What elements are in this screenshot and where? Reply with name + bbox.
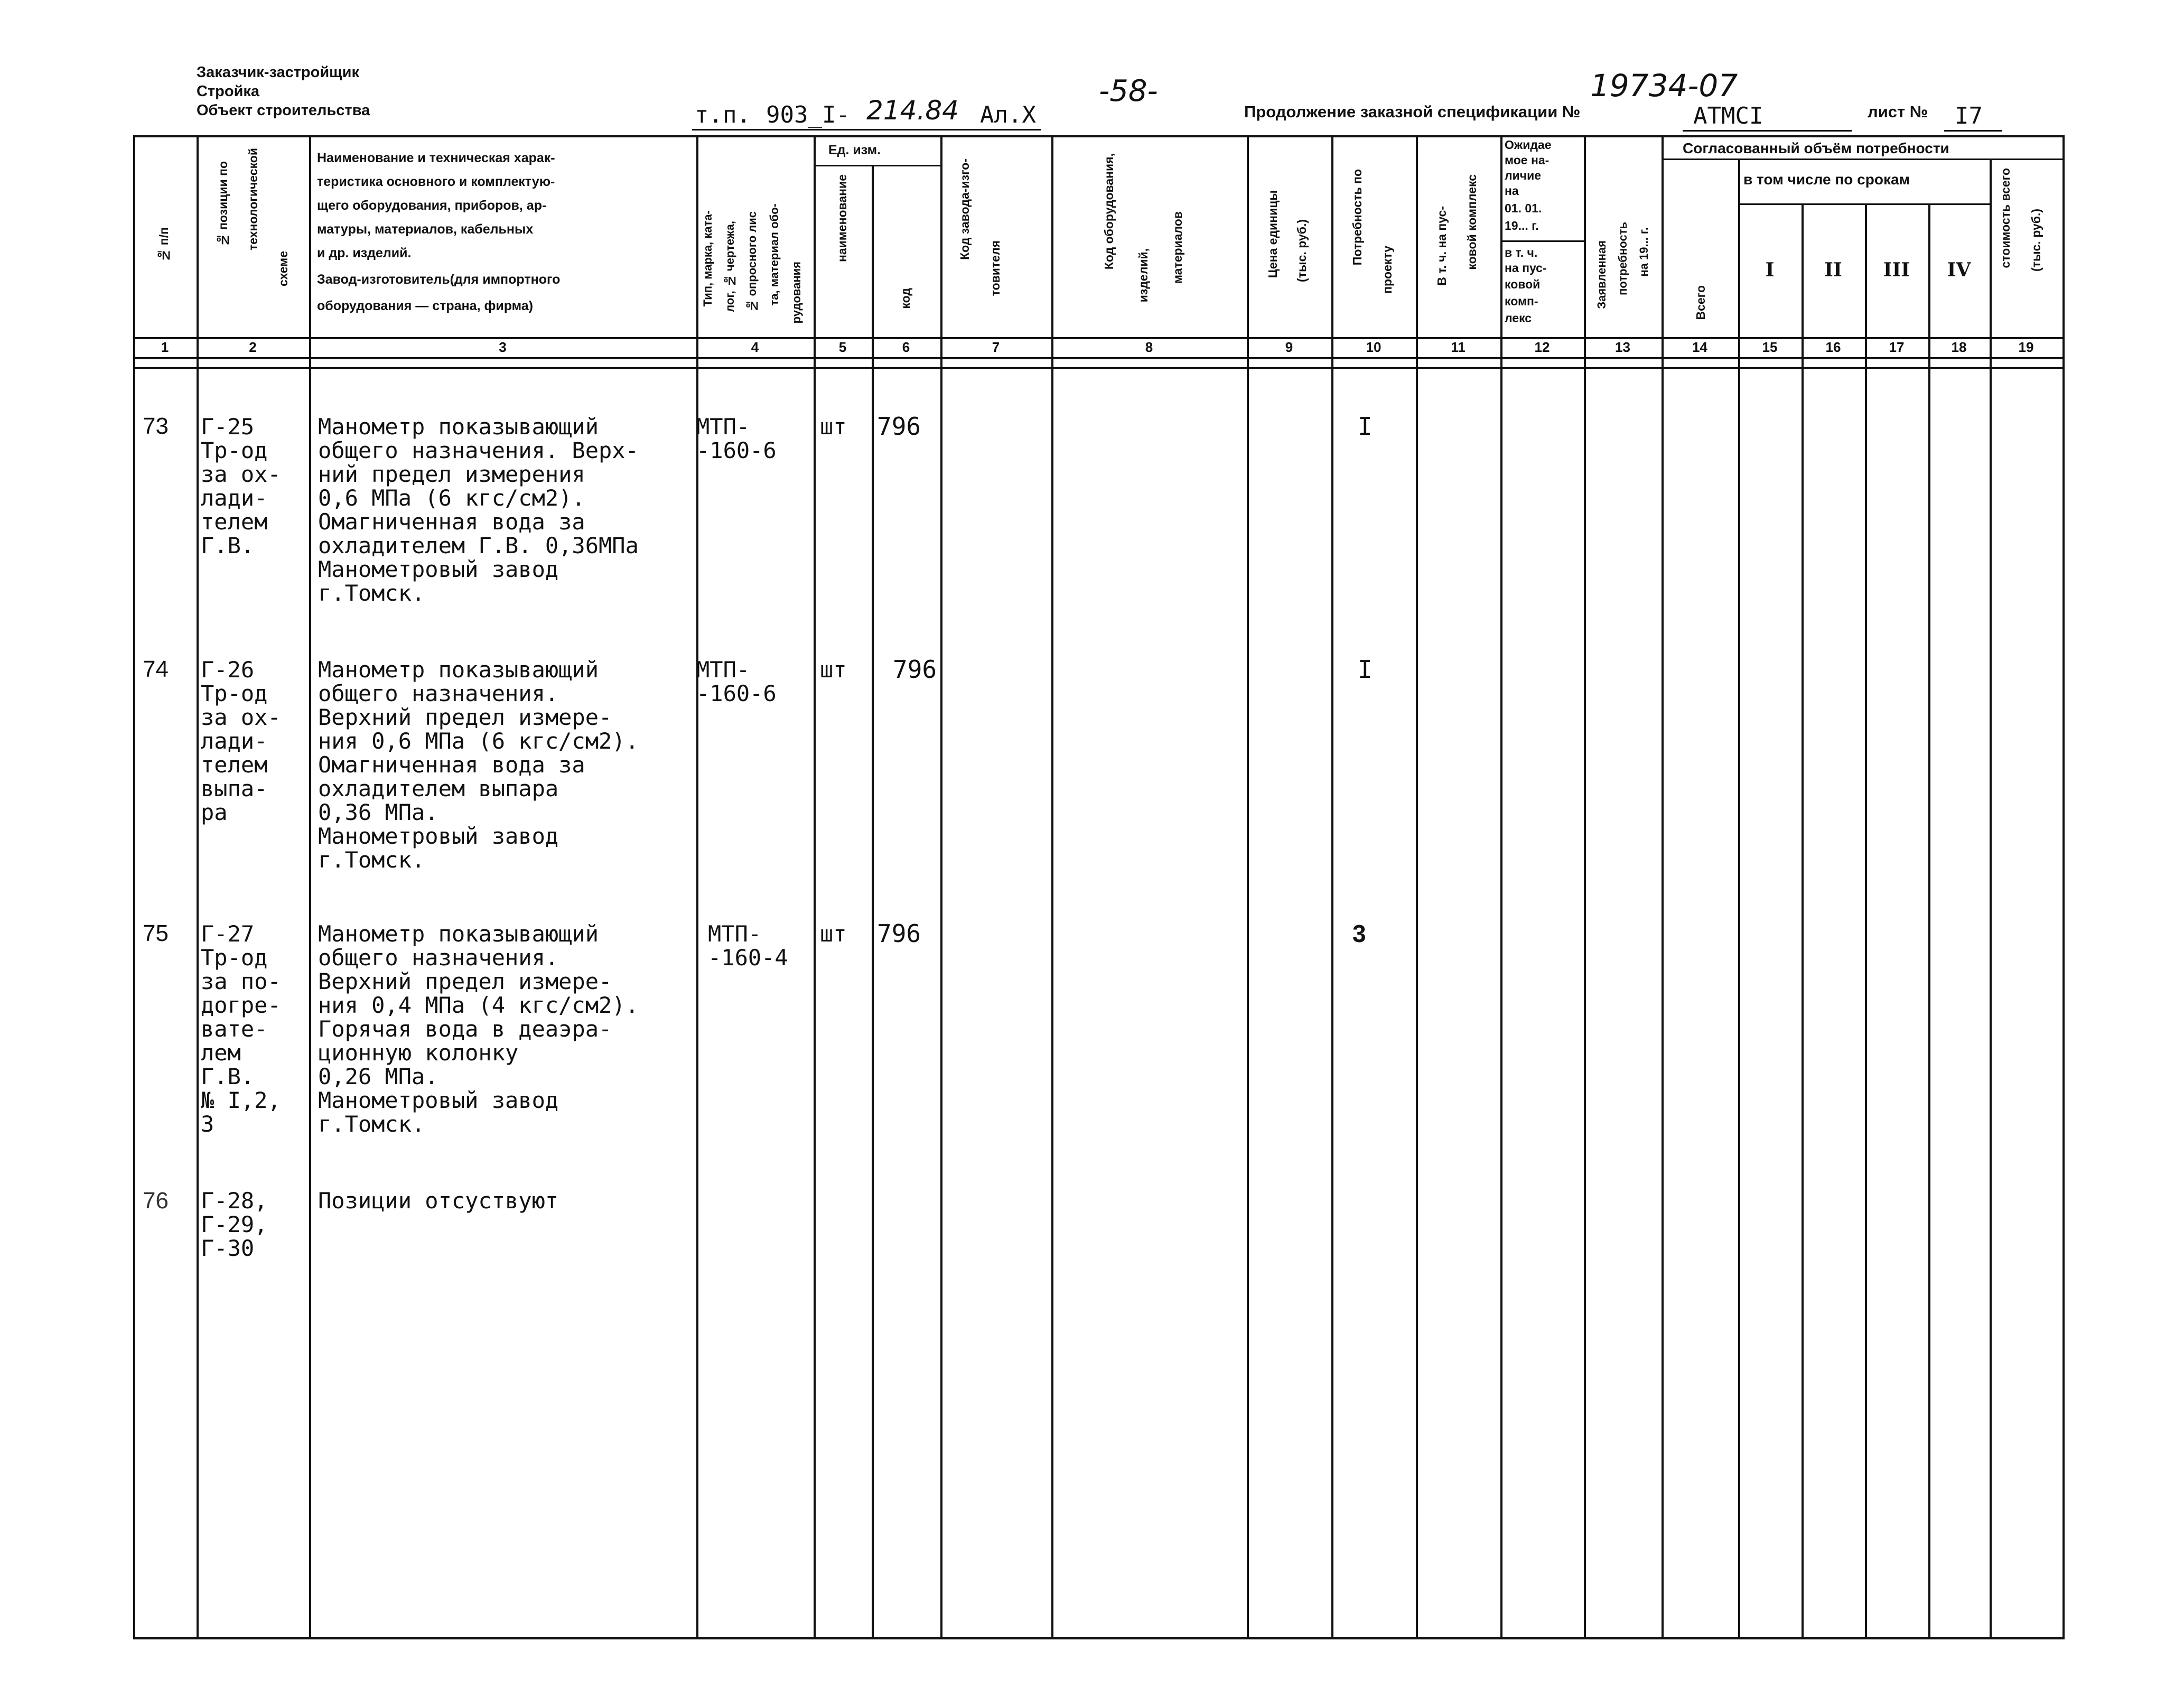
row-code: 796 xyxy=(877,919,921,948)
row-description: Манометр показывающий общего назначения. Верх- ний предел измерения 0,6 МПа (6 кгс/см2). Омагниченная вода за охладителем Г.В. 0,36МПа Манометровый завод г.Томск. xyxy=(318,414,639,606)
col-header-11a: В т. ч. на пус- xyxy=(1435,206,1449,286)
page-mark: -58- xyxy=(1099,74,1158,108)
col-header-4b: лог, № чертежа, xyxy=(723,221,736,312)
row-description: Манометр показывающий общего назначения. Верхний предел измере- ния 0,6 МПа (6 кгс/см2). Омагниченная вода за охладителем выпара 0,36 МПа. Манометровый завод г.Томск. xyxy=(318,657,639,873)
col-header-4e: рудования xyxy=(790,262,803,324)
col-header-11b: ковой комплекс xyxy=(1465,174,1479,270)
row-position: Г-25 Тр-од за ох- лади- телем Г.В. xyxy=(201,414,281,558)
col-header-19b: (тыс. руб.) xyxy=(2029,209,2043,272)
row-need: 3 xyxy=(1352,920,1366,947)
tp-label: т.п. xyxy=(695,101,751,128)
row-position: Г-28, Г-29, Г-30 xyxy=(201,1188,268,1261)
col-header-13c: на 19... г. xyxy=(1637,227,1650,277)
col-header-4d: та, материал обо- xyxy=(768,203,781,306)
row-unit: шт xyxy=(820,921,847,947)
row-need: I xyxy=(1358,412,1373,441)
row-type: МТП- -160-6 xyxy=(696,657,777,706)
tp-underline xyxy=(692,129,1041,130)
col-header-5: наименование xyxy=(835,174,849,263)
col-header-2c: схеме xyxy=(276,251,290,287)
col-header-6: код xyxy=(899,288,912,309)
construction-label: Стройка xyxy=(197,83,260,100)
col-header-7b: товителя xyxy=(988,240,1002,296)
col-header-2b: технологической xyxy=(246,148,260,251)
row-number: 73 xyxy=(143,413,169,439)
row-unit: шт xyxy=(820,414,847,440)
continuation-label: Продолжение заказной спецификации № xyxy=(1244,102,1581,121)
tp-number: 903_I- xyxy=(766,101,850,128)
col-header-14: Всего xyxy=(1694,285,1707,320)
col-header-13a: Заявленная xyxy=(1595,240,1608,309)
unit-group-header: Ед. изм. xyxy=(828,143,881,157)
col-header-16: II xyxy=(1824,259,1842,281)
col-header-8c: материалов xyxy=(1171,211,1184,284)
row-position: Г-27 Тр-од за по- догре- вате- лем Г.В. № I,2, 3 xyxy=(201,921,281,1137)
col-header-9b: (тыс. руб.) xyxy=(1295,219,1309,282)
col-header-8a: Код оборудования, xyxy=(1102,153,1116,270)
sheet-number: I7 xyxy=(1955,102,1983,129)
col-header-18: IV xyxy=(1947,259,1971,281)
row-code: 796 xyxy=(877,412,921,441)
col-header-15: I xyxy=(1765,259,1775,281)
col-header-9a: Цена единицы xyxy=(1266,190,1280,278)
col-header-19a: стоимость всего xyxy=(1999,168,2012,268)
row-type: МТП- -160-4 xyxy=(708,921,788,971)
spec-underline xyxy=(1683,130,1852,132)
row-description: Позиции отсуствуют xyxy=(318,1188,559,1214)
album-label: Ал.X xyxy=(980,101,1036,128)
agreed-header: Согласованный объём потребности xyxy=(1683,140,1949,156)
tp-handwritten: 214.84 xyxy=(866,95,959,126)
row-number: 75 xyxy=(143,920,169,946)
sheet-label: лист № xyxy=(1868,102,1928,121)
col-header-8b: изделий, xyxy=(1136,248,1150,303)
row-need: I xyxy=(1358,655,1373,684)
row-unit: шт xyxy=(820,657,847,683)
col-header-4c: № опросного лис xyxy=(745,211,759,313)
col-header-2a: № позиции по xyxy=(216,161,230,247)
col-header-13b: потребность xyxy=(1616,222,1629,295)
col-header-1: № п/п xyxy=(157,227,171,263)
col-header-7a: Код завода-изго- xyxy=(958,158,972,260)
row-number: 76 xyxy=(143,1188,169,1214)
row-type: МТП- -160-6 xyxy=(696,414,777,463)
customer-label: Заказчик-застройщик xyxy=(197,64,359,81)
row-number: 74 xyxy=(143,656,169,682)
by-terms-header: в том числе по срокам xyxy=(1743,171,1910,188)
doc-number: 19734-07 xyxy=(1590,68,1738,104)
sheet-underline xyxy=(1944,130,2002,132)
row-code: 796 xyxy=(893,655,937,684)
object-label: Объект строительства xyxy=(197,102,370,119)
col-header-17: III xyxy=(1883,259,1910,281)
col-header-10a: Потребность по xyxy=(1350,169,1364,266)
row-description: Манометр показывающий общего назначения. Верхний предел измере- ния 0,4 МПа (4 кгс/см2). Горячая вода в деаэра- ционную колонку 0,26 МПа. Манометровый завод г.Томск. xyxy=(318,921,639,1137)
col-header-10b: проекту xyxy=(1380,246,1394,294)
row-position: Г-26 Тр-од за ох- лади- телем выпа- ра xyxy=(201,657,281,825)
spec-code: АТМСI xyxy=(1693,102,1763,129)
col-header-4a: Тип, марка, ката- xyxy=(701,210,714,307)
